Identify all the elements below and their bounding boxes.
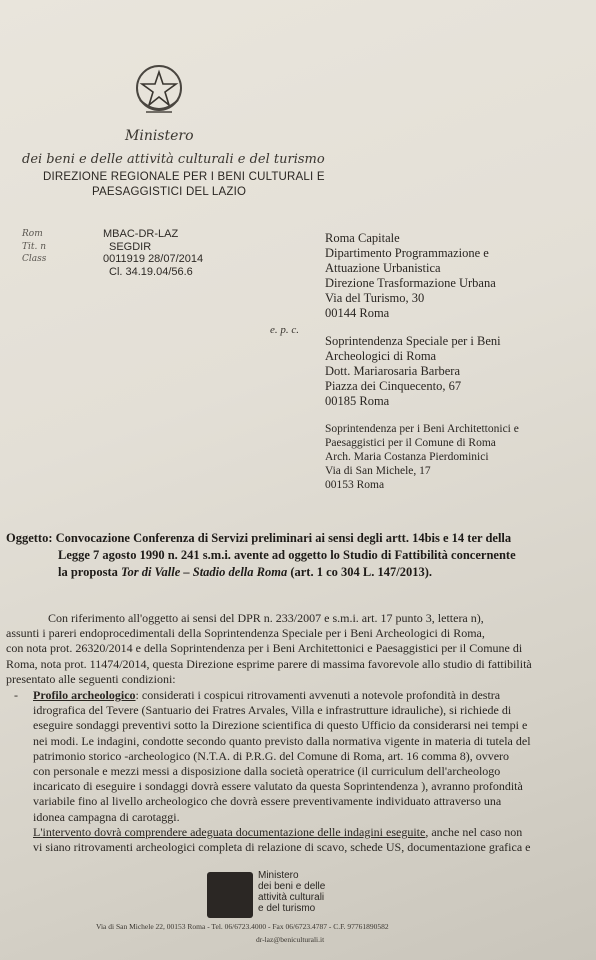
ministry-word: Ministero (125, 128, 194, 144)
epc-label: e. p. c. (270, 324, 300, 336)
direction-line-2: PAESAGGISTICI DEL LAZIO (92, 186, 247, 198)
recipient-primary: Roma Capitale Dipartimento Programmazione e Attuazione Urbanistica Direzione Trasformazione Urbana Via del Turismo, 30 00144 Roma (325, 231, 496, 320)
ministry-full-name: dei beni e delle attività culturali e del turismo (22, 152, 325, 167)
bullet-archaeology: Profilo archeologico: considerati i cospicui ritrovamenti avvenuti a notevole profondità in destra idrografica del Tevere (Santuario dei Fratres Arvales, Villa e infrastrutture idrauliche), si richiede di eseguire sondaggi preventivi sotto la Direzione scientifica di questo Ufficio da considerarsi nei tempi e nei modi. Le indagini, condotte secondo quanto previsto dalla normativa vigente in materia di tutela del patrimonio storico -archeologico (N.T.A. di P.R.G. del Comune di Roma, art. 16 comma 8), ovvero con personale e mezzi messi a disposizione dalla società operatrice (il curriculum dell'archeologo incaricato di eseguire i sondaggi dovrà essere valutato da questa Soprintendenza ), avranno profondità variabile fino al livello archeologico che dovrà essere preventivamente individuato attraverso una idonea campagna di carotaggi. L'intervento dovrà comprendere adeguata documentazione delle indagini eseguite, anche nel caso non vi siano ritrovamenti archeologici completa di relazione di scavo, schede US, documentazione grafica e (33, 688, 531, 855)
protocol-tags: Rom Tit. n Class (22, 229, 47, 264)
subject-label: Oggetto: (6, 531, 53, 545)
protocol-stamp: MBAC-DR-LAZ SEGDIR 0011919 28/07/2014 Cl. 34.19.04/56.6 (103, 228, 204, 278)
footer-address: Via di San Michele 22, 00153 Roma - Tel. 06/6723.4000 - Fax 06/6723.4787 - C.F. 97761890582 (96, 922, 389, 931)
recipient-secondary: Soprintendenza Speciale per i Beni Archeologici di Roma Dott. Mariarosaria Barbera Piazza dei Cinquecento, 67 00185 Roma (325, 334, 501, 408)
direction-line-1: DIREZIONE REGIONALE PER I BENI CULTURALI E (43, 171, 325, 183)
bullet-heading: Profilo archeologico (33, 688, 136, 702)
footer-logo-text: Ministero dei beni e delle attività culturali e del turismo (258, 870, 326, 914)
bullet-marker: - (14, 688, 18, 702)
recipient-tertiary: Soprintendenza per i Beni Architettonici e Paesaggistici per il Comune di Roma Arch. Maria Costanza Pierdominici Via di San Michele, 17 00153 Roma (325, 423, 519, 491)
underlined-requirement: L'intervento dovrà comprendere adeguata documentazione delle indagini eseguite (33, 824, 426, 839)
footer-email: dr-laz@beniculturali.it (256, 935, 325, 944)
body-intro: Con riferimento all'oggetto ai sensi del DPR n. 233/2007 e s.m.i. art. 17 punto 3, lettera n), assunti i pareri endoprocedimentali della Soprintendenza Speciale per i Beni Archeologici di Roma, con nota prot. 26320/2014 e della Soprintendenza per i Beni Architettonici e Paesaggistici per il Comune di Roma, nota prot. 11474/2014, questa Direzione esprime parere di massima favorevole allo studio di fattibilità presentato alle seguenti condizioni: (6, 611, 532, 686)
subject-block: Oggetto: Convocazione Conferenza di Servizi preliminari ai sensi degli artt. 14bis e 14 ter della Legge 7 agosto 1990 n. 241 s.m.i. avente ad oggetto lo Studio di Fattibilità concernente la proposta Tor di Valle – Stadio della Roma (art. 1 co 304 L. 147/2013). (6, 531, 516, 579)
italian-republic-emblem-icon (132, 60, 186, 120)
ministry-logo-icon (207, 872, 253, 918)
